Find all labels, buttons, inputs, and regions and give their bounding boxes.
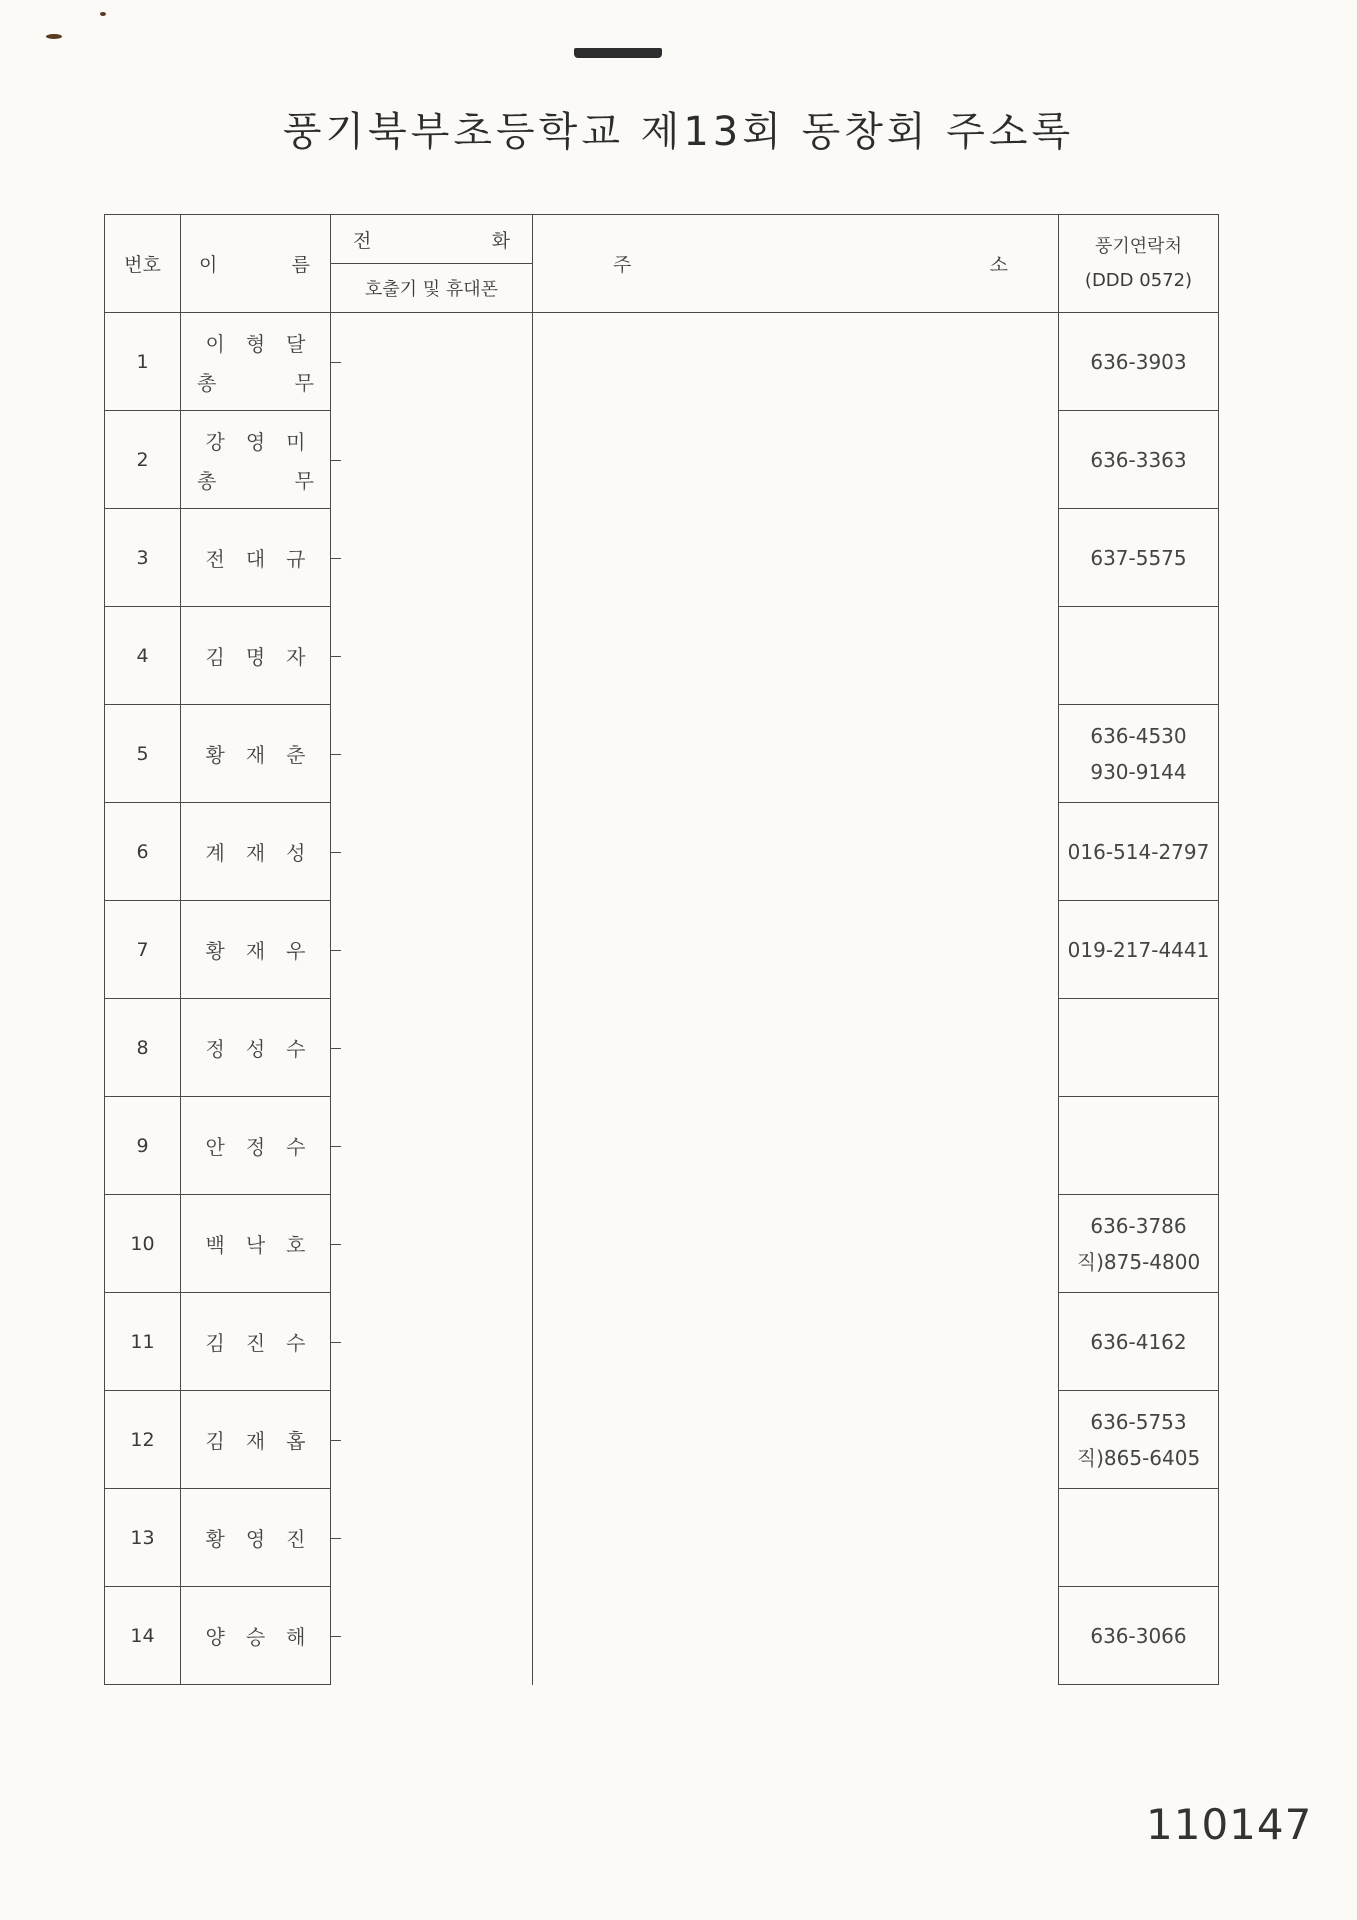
member-name-char: 영	[245, 429, 266, 454]
member-role-char: 총	[197, 468, 217, 493]
address-cell	[533, 901, 1059, 999]
member-name-char: 재	[245, 743, 266, 767]
binder-clip-mark	[574, 48, 662, 58]
member-name-char: 영	[245, 1527, 266, 1551]
address-cell	[533, 705, 1059, 803]
member-name-cell	[181, 313, 331, 411]
member-name-char: 황	[205, 939, 225, 963]
punggi-contact-cell	[1059, 607, 1219, 705]
address-cell	[533, 313, 1059, 411]
row-number: 3	[105, 509, 181, 607]
member-name-char: 미	[286, 429, 306, 454]
address-cell	[533, 1391, 1059, 1489]
member-name-char: 재	[245, 841, 266, 865]
member-name-char: 강	[205, 429, 225, 454]
address-cell	[533, 411, 1059, 509]
punggi-contact-cell	[1059, 901, 1219, 999]
header-punggi-contact-label: 풍기연락처	[1095, 235, 1182, 257]
header-pager-mobile-label: 호출기 및 휴대폰	[364, 279, 499, 300]
member-name-char: 대	[245, 547, 266, 571]
phone-cell	[331, 1587, 533, 1685]
punggi-phone-number: 636-3903	[1090, 349, 1187, 374]
punggi-contact-cell	[1059, 803, 1219, 901]
member-name-char: 계	[205, 841, 225, 865]
member-name-char: 자	[286, 645, 306, 669]
punggi-phone-number: 636-3066	[1090, 1623, 1187, 1648]
member-name-cell	[181, 901, 331, 999]
member-name-char: 재	[245, 939, 266, 963]
row-number: 5	[105, 705, 181, 803]
ink-speck	[100, 12, 106, 16]
phone-cell	[331, 313, 533, 411]
member-name-char: 달	[286, 331, 306, 356]
row-number: 6	[105, 803, 181, 901]
member-name-char: 승	[245, 1625, 266, 1649]
member-name-char: 낙	[245, 1233, 266, 1257]
row-number: 2	[105, 411, 181, 509]
table-row	[105, 1195, 1219, 1293]
member-name-char: 황	[205, 743, 225, 767]
member-name-cell	[181, 1391, 331, 1489]
header-name-label-a: 이	[199, 254, 218, 276]
header-address-label-a: 주	[613, 254, 632, 276]
table-row	[105, 1293, 1219, 1391]
member-role-char: 총	[197, 370, 217, 395]
punggi-contact-cell	[1059, 1587, 1219, 1685]
member-name-char: 규	[286, 547, 306, 571]
table-row	[105, 1489, 1219, 1587]
phone-cell	[331, 411, 533, 509]
table-row	[105, 313, 1219, 411]
member-name-char: 황	[205, 1527, 225, 1551]
member-role-char: 무	[294, 468, 314, 493]
row-number: 10	[105, 1195, 181, 1293]
punggi-contact-cell	[1059, 411, 1219, 509]
member-name-cell	[181, 803, 331, 901]
member-name-cell	[181, 411, 331, 509]
row-number: 9	[105, 1097, 181, 1195]
table-row	[105, 999, 1219, 1097]
punggi-phone-number: 636-5753	[1090, 1409, 1187, 1434]
phone-cell	[331, 1391, 533, 1489]
member-name-char: 수	[286, 1135, 306, 1159]
phone-cell	[331, 1489, 533, 1587]
header-phone	[331, 215, 533, 313]
punggi-phone-number: 019-217-4441	[1067, 937, 1210, 962]
header-punggi-contact	[1059, 215, 1219, 313]
punggi-phone-number: 직)875-4800	[1076, 1249, 1201, 1274]
member-name-char: 성	[286, 841, 306, 865]
member-name-char: 홉	[286, 1429, 306, 1453]
address-cell	[533, 1489, 1059, 1587]
member-name-char: 명	[245, 645, 266, 669]
member-name-char: 김	[205, 1429, 225, 1453]
punggi-contact-cell	[1059, 999, 1219, 1097]
phone-cell	[331, 901, 533, 999]
member-name-cell	[181, 1097, 331, 1195]
row-number: 1	[105, 313, 181, 411]
header-name	[181, 215, 331, 313]
header-number	[105, 215, 181, 313]
table-row	[105, 509, 1219, 607]
punggi-contact-cell	[1059, 705, 1219, 803]
phone-cell	[331, 1097, 533, 1195]
document-title: 풍기북부초등학교 제13회 동창회 주소록	[282, 109, 1075, 155]
header-phone-label-a: 전	[353, 229, 372, 252]
member-name-char: 수	[286, 1037, 306, 1061]
punggi-phone-number: 016-514-2797	[1067, 839, 1210, 864]
header-name-label-b: 름	[291, 254, 310, 276]
phone-cell	[331, 509, 533, 607]
ink-speck	[46, 34, 62, 39]
member-name-char: 정	[245, 1135, 266, 1159]
punggi-contact-cell	[1059, 1293, 1219, 1391]
row-number: 11	[105, 1293, 181, 1391]
member-name-char: 이	[205, 331, 225, 356]
member-name-char: 춘	[286, 743, 306, 767]
member-name-cell	[181, 1195, 331, 1293]
address-cell	[533, 509, 1059, 607]
punggi-contact-cell	[1059, 1097, 1219, 1195]
phone-cell	[331, 999, 533, 1097]
member-name-cell	[181, 1587, 331, 1685]
punggi-phone-number: 637-5575	[1090, 545, 1187, 570]
member-name-cell	[181, 607, 331, 705]
table-row	[105, 803, 1219, 901]
table-row	[105, 1097, 1219, 1195]
phone-cell	[331, 705, 533, 803]
member-name-cell	[181, 705, 331, 803]
punggi-contact-cell	[1059, 509, 1219, 607]
table-row	[105, 607, 1219, 705]
member-name-char: 안	[205, 1135, 225, 1159]
punggi-phone-number: 636-4162	[1090, 1329, 1187, 1354]
phone-cell	[331, 803, 533, 901]
punggi-phone-number: 930-9144	[1090, 759, 1187, 784]
member-name-char: 형	[245, 331, 266, 356]
address-cell	[533, 1097, 1059, 1195]
table-row	[105, 411, 1219, 509]
address-cell	[533, 1195, 1059, 1293]
table-row	[105, 705, 1219, 803]
header-area-code-label: (DDD 0572)	[1084, 269, 1193, 291]
header-number-label: 번호	[124, 254, 161, 276]
member-name-char: 수	[286, 1331, 306, 1355]
phone-cell	[331, 1195, 533, 1293]
member-name-char: 진	[286, 1527, 306, 1551]
member-name-cell	[181, 509, 331, 607]
row-number: 13	[105, 1489, 181, 1587]
address-cell	[533, 999, 1059, 1097]
member-name-char: 김	[205, 645, 225, 669]
member-name-char: 재	[245, 1429, 266, 1453]
phone-cell	[331, 607, 533, 705]
member-name-char: 전	[205, 547, 225, 571]
member-name-char: 호	[286, 1233, 306, 1257]
punggi-contact-cell	[1059, 313, 1219, 411]
address-cell	[533, 607, 1059, 705]
header-phone-label-b: 화	[491, 229, 510, 252]
table-row	[105, 1391, 1219, 1489]
punggi-contact-cell	[1059, 1391, 1219, 1489]
member-name-char: 백	[205, 1233, 225, 1257]
roster-table	[104, 214, 1218, 1679]
serial-number: 110147	[1146, 1800, 1313, 1849]
row-number: 14	[105, 1587, 181, 1685]
address-cell	[533, 1587, 1059, 1685]
member-name-char: 김	[205, 1331, 225, 1355]
member-name-char: 진	[245, 1331, 266, 1355]
member-name-char: 정	[205, 1037, 225, 1061]
member-name-cell	[181, 999, 331, 1097]
member-name-cell	[181, 1293, 331, 1391]
punggi-phone-number: 직)865-6405	[1076, 1445, 1201, 1470]
table-row	[105, 901, 1219, 999]
header-address-label-b: 소	[989, 254, 1008, 276]
punggi-contact-cell	[1059, 1195, 1219, 1293]
row-number: 12	[105, 1391, 181, 1489]
punggi-phone-number: 636-3786	[1090, 1213, 1187, 1238]
header-address	[533, 215, 1059, 313]
address-cell	[533, 1293, 1059, 1391]
table-row	[105, 1587, 1219, 1685]
table-header-row	[105, 215, 1219, 313]
member-name-cell	[181, 1489, 331, 1587]
address-cell	[533, 803, 1059, 901]
member-role-char: 무	[294, 370, 314, 395]
row-number: 4	[105, 607, 181, 705]
roster-body	[105, 313, 1219, 1685]
member-name-char: 성	[245, 1037, 266, 1061]
punggi-phone-number: 636-4530	[1090, 723, 1187, 748]
punggi-phone-number: 636-3363	[1090, 447, 1187, 472]
row-number: 8	[105, 999, 181, 1097]
row-number: 7	[105, 901, 181, 999]
phone-cell	[331, 1293, 533, 1391]
member-name-char: 해	[286, 1625, 306, 1649]
punggi-contact-cell	[1059, 1489, 1219, 1587]
member-name-char: 양	[205, 1625, 225, 1649]
member-name-char: 우	[286, 939, 306, 963]
